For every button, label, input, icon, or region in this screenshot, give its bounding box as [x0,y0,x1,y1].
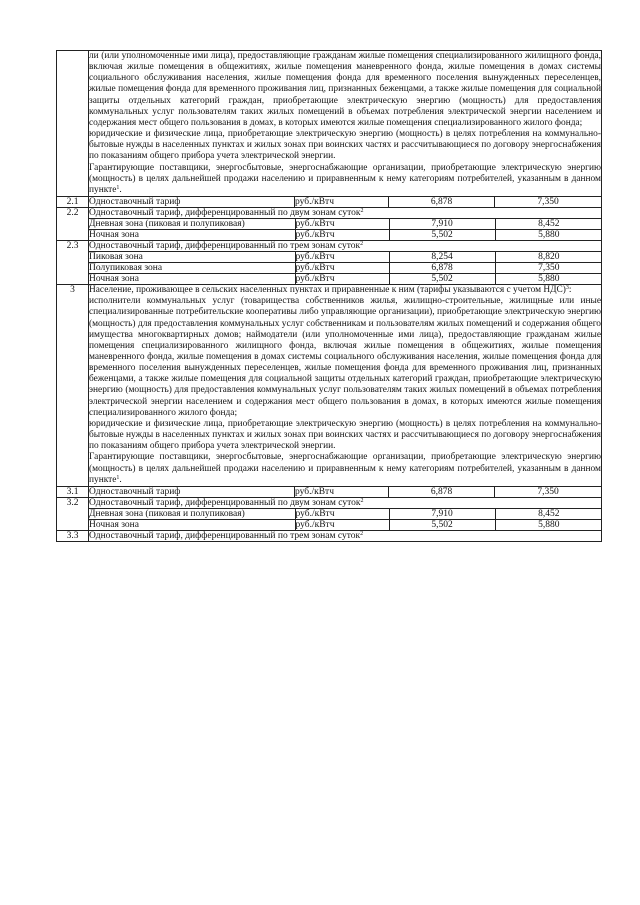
row-description [89,51,602,197]
zone-unit: руб./кВтч [295,219,389,230]
row-2-1 [57,197,602,208]
row-2-description [57,51,602,197]
zone-block [89,241,602,285]
paragraph-text: Гарантирующие поставщики, энергосбытовые, энергоснабжающие организации, приобретающие электрическую энергию (мощность) в целях дальнейшей продажи населению и приравненным к нему категориям потребителей, указанным в данном пункте [89,452,601,485]
tariff-name: Одноставочный тариф [89,197,295,208]
zone-header [89,498,602,509]
zone-unit: руб./кВтч [295,274,389,285]
zone-block [89,497,602,530]
zone-unit: руб./кВтч [295,252,389,263]
footnote-marker: 2 [360,208,364,215]
paragraph-text: Население, проживающее в сельских населенных пунктах и приравненные к ним (тарифы указываются с учетом НДС) [89,285,566,296]
row-description [89,285,602,487]
row-number: 3.1 [57,486,89,497]
row-number [57,51,89,197]
tariff-value-2: 7,350 [495,197,602,208]
paragraph-text: Гарантирующие поставщики, энергосбытовые, энергоснабжающие организации, приобретающие электрическую энергию (мощность) в целях дальнейшей продажи населению и приравненным к нему категориям потребителей, указанным в данном пункте [89,162,601,195]
description-paragraph [89,163,601,196]
tariff-name: Одноставочный тариф [89,486,295,497]
row-number: 3.3 [57,530,89,541]
description-paragraph [89,285,601,296]
footnote-marker: 2 [360,241,364,248]
row-number: 2.3 [57,241,89,285]
row-3-3 [57,530,602,541]
zone-header-text: Одноставочный тариф, дифференцированный по двум зонам суток [89,497,361,508]
row-number: 2.2 [57,208,89,241]
zone-unit: руб./кВтч [295,508,389,519]
zone-value-1: 7,910 [389,508,495,519]
zone-header [89,208,602,219]
zone-name: Ночная зона [89,230,295,241]
zone-value-1: 8,254 [389,252,495,263]
zone-header-text: Одноставочный тариф, дифференцированный по трем зонам суток [89,530,361,541]
footnote-marker: 3 [565,285,569,292]
zone-value-2: 7,350 [495,263,602,274]
row-number: 3 [57,285,89,487]
zone-value-1: 5,502 [389,519,495,530]
zone-name: Пиковая зона [89,252,295,263]
zone-header [89,241,602,252]
zone-name: Ночная зона [89,519,295,530]
zone-row [89,230,602,241]
zone-value-1: 5,502 [389,274,495,285]
zone-value-1: 6,878 [389,263,495,274]
description-paragraph: юридические и физические лица, приобретающие электрическую энергию (мощность) в целях потребления на коммунально-бытовые нужды в населенных пунктах и жилых зонах при воинских частях и рассчитывающиеся по договору энергоснабжения по показаниям общего прибора учета электрической энергии. [89,129,601,162]
zone-unit: руб./кВтч [295,230,389,241]
description-paragraph: ли (или уполномоченные ими лица), предоставляющие гражданам жилые помещения специализированного жилищного фонда, включая жилые помещения в общежитиях, жилые помещения маневренного фонда, жилые помещения в домах системы социального обслуживания населения, жилые помещения фонда для временного поселения вынужденных переселенцев, жилые помещения фонда для временного проживания лиц, признанных беженцами, а также жилые помещения для социальной защиты отдельных категорий граждан, приобретающие электрическую энергию (мощность) для предоставления коммунальных услуг пользователям таких жилых помещений в объемах потребления электрической энергии населением и содержания мест общего пользования в домах, в которых имеются жилые помещения специализированного жилого фонда; [89,51,601,128]
description-paragraph: юридические и физические лица, приобретающие электрическую энергию (мощность) в целях потребления на коммунально-бытовые нужды в населенных пунктах и жилых зонах при воинских частях и рассчитывающиеся по договору энергоснабжения по показаниям общего прибора учета электрической энергии. [89,418,601,452]
paragraph-end: : [568,285,572,296]
zone-header-text: Одноставочный тариф, дифференцированный по двум зонам суток [89,208,361,219]
footnote-marker: 2 [360,497,364,504]
zone-name: Полупиковая зона [89,263,295,274]
row-number: 3.2 [57,497,89,530]
zone-value-2: 5,880 [495,519,602,530]
tariff-value-1: 6,878 [389,486,495,497]
footnote-marker: 1 [116,184,120,191]
zone-header [89,530,602,541]
paragraph-end: . [119,184,122,195]
zone-name: Дневная зона (пиковая и полупиковая) [89,219,295,230]
zone-row [89,508,602,519]
description-paragraph [89,452,601,485]
tariff-unit: руб./кВтч [295,486,389,497]
zone-name: Ночная зона [89,274,295,285]
zone-value-1: 7,910 [389,219,495,230]
footnote-marker: 2 [360,530,364,537]
tariff-value-1: 6,878 [389,197,495,208]
zone-row [89,219,602,230]
description-paragraph: исполнители коммунальных услуг (товарищества собственников жилья, жилищно-строительные, жилищные или иные специализированные потребительские кооперативы либо управляющие организации), приобретающие электрическую энергию (мощность) для предоставления коммунальных услуг собственникам и пользователям жилых помещений и содержания общего имущества многоквартирных домов; наймодатели (или уполномоченные ими лица), предоставляющие гражданам жилые помещения специализированного жилищного фонда, включая жилые помещения в общежитиях, жилые помещения маневренного фонда, жилые помещения в домах системы социального обслуживания населения, жилые помещения фонда для временного поселения вынужденных переселенцев, жилые помещения фонда для временного проживания лиц, признанных беженцами, а также жилые помещения для социальной защиты отдельных категорий граждан, приобретающие электрическую энергию (мощность) для предоставления коммунальных услуг пользователям таких жилых помещений в объемах потребления электрической энергии населением и содержания мест общего пользования в домах, в которых имеются жилые помещения специализированного жилого фонда; [89,296,601,418]
zone-value-2: 5,880 [495,274,602,285]
zone-unit: руб./кВтч [295,519,389,530]
zone-unit: руб./кВтч [295,263,389,274]
paragraph-end: . [119,474,122,485]
row-2-3 [57,241,602,285]
row-number: 2.1 [57,197,89,208]
row-3-2 [57,497,602,530]
tariff-value-2: 7,350 [495,486,602,497]
footnote-marker: 1 [116,474,120,481]
zone-row [89,252,602,263]
zone-row [89,263,602,274]
zone-value-1: 5,502 [389,230,495,241]
zone-value-2: 8,820 [495,252,602,263]
tariff-table [56,50,602,542]
zone-name: Дневная зона (пиковая и полупиковая) [89,508,295,519]
zone-value-2: 8,452 [495,219,602,230]
zone-value-2: 5,880 [495,230,602,241]
zone-header-text: Одноставочный тариф, дифференцированный по трем зонам суток [89,241,361,252]
tariff-unit: руб./кВтч [295,197,389,208]
zone-value-2: 8,452 [495,508,602,519]
zone-row [89,274,602,285]
row-2-2 [57,208,602,241]
row-3-1 [57,486,602,497]
row-3-description [57,285,602,487]
zone-block [89,208,602,241]
zone-row [89,519,602,530]
